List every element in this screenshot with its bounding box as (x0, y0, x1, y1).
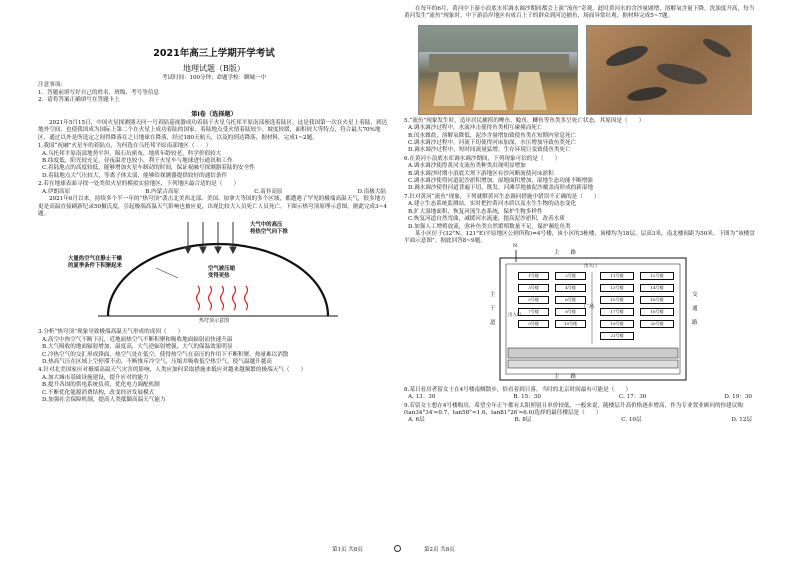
question-7: 7.针对黄河“流鱼”现象，下列就解黄河生态调问措施中错误不正确的是（ ） (404, 193, 600, 200)
diagram-label-top: 大气中的高压 将热空气向下推 (250, 222, 288, 236)
road-bottom: 主 路 (554, 373, 577, 380)
dome-arc (108, 244, 328, 316)
question-8: 8.某日看房者留女士在4号楼南侧散步，恰看着到日落，当时的北京时间最有可能是（ ） (404, 386, 632, 393)
question-1: 1.我国“祝融”火星车的着陆点，为何选在乌托邦平原南部地区（ ） (38, 143, 212, 150)
option: A.高空中热空气不断下沉，近地面热空气不断积聚和吸收地面辐射而快速升温 (42, 336, 233, 343)
option: B.提升各国的供电系统负荷，优化电力调配机制 (42, 382, 160, 389)
building: 4号楼 (555, 284, 586, 292)
building: 2号楼 (555, 272, 586, 280)
option: C.不断优化能源消费结构，改变经济发展模式 (42, 389, 155, 396)
dam-photo (418, 25, 578, 115)
building: 5号楼 (518, 296, 549, 304)
option: B.调水调沙时期小浪底大坝下游地区有沙河断流使河床淤积 (408, 170, 554, 177)
option: A. 6层 (408, 417, 425, 424)
exam-title: 2021年高三上学期开学考试 (153, 48, 275, 59)
building: 14号楼 (640, 284, 674, 292)
question-6: 6.在黄河小浪底水库调水调沙期间，下列现象可信的是（ ） (404, 155, 561, 162)
down-arrows (185, 222, 236, 253)
option: D.加强人工增殖放流，弥补鱼类自然繁殖数量不足，保护濒危鱼类 (408, 223, 571, 230)
entrance-label: 出入口 (508, 312, 522, 318)
building: 19号楼 (600, 320, 634, 328)
building: 16号楼 (640, 296, 674, 304)
passage-1: 2021年5月15日，中国火星探测器天问一号着陆巡视器成功着陆于火星乌托邦平原南部预选着陆区，这是我国第一次在火星上着陆，到达地外空间，也使我国成为国际上第二个在火星上成功着陆的国家。着陆地点受火情着陆较少、坡度较缓，面积较大等特点，符合最大70%地区，通过以外是所选定之间得降落在之日地球在降落，经过180天航天，以及的到达降落，据材料，完成1~2题。 (38, 120, 388, 141)
option: C.调水调沙过程中，河流下切使得河床加深，水压增加导致鱼类死亡 (408, 140, 577, 147)
option: C. 17：30 (618, 394, 647, 401)
building-grid-right (600, 272, 674, 340)
north-label: N (513, 242, 518, 249)
option: A.乌托邦平原南部地势平坦，陨石坑密布，地质年龄较老，科学价值较大 (42, 150, 222, 157)
building: 10号楼 (555, 320, 586, 328)
building: 6号楼 (555, 296, 586, 304)
option: D.着陆地点大气压较大，等离子体太弱，能够给探测器提供较好的通信条件 (42, 172, 228, 179)
fish-photo (586, 25, 752, 115)
left-page (38, 6, 390, 404)
plaza-label: 广场 (584, 303, 595, 310)
dam-photo-svg (419, 26, 577, 114)
question-3: 3.分析“热穹顶”现象导致极端高温天气形成的成因（ ） (38, 329, 184, 336)
option: D.调水调沙过程中，短时间流量猛增，生存环境巨变致使鱼类死亡 (408, 147, 571, 154)
diagram-caption: 热穹顶示意图 (198, 318, 229, 325)
option: B.大气吸收的地面辐射增加，温度高，大气逆辐射增强，大气的保温效果明显 (42, 344, 233, 351)
exam-meta: 考试时间：100分钟；命题学校：聊城一中 (162, 75, 266, 81)
options-row (38, 189, 390, 196)
building: 12号楼 (640, 272, 674, 280)
exam-subtitle: 地理试题（B版） (183, 64, 245, 73)
option: D.加强社会保障机制，提高人类抵御高温天气能力 (42, 396, 166, 403)
option: B. 15：30 (513, 394, 541, 401)
building: 18号楼 (640, 308, 674, 316)
heat-waves (197, 286, 248, 310)
building: 9号楼 (518, 320, 549, 328)
road-left: 主干道 (490, 291, 496, 326)
entrance-label: 出入口 (584, 263, 598, 269)
passage-4: 某小区位于(32°N，121°E)平原地区公则所称)=4号楼，该小区的3栋楼，该楼均为18层，层高3米，南北楼间距为50米。下图为“该楼盘平面示意图”。据此回答8~9题。 (404, 230, 755, 245)
road-top: 主 路 (554, 249, 577, 256)
passage-3: 在每年的6月，黄河中下游小浪底水库调水调沙期间都会上演“流鱼”奇观，此时黄河水的含沙量剧增，溶解氧含量下降，洗浊度升高，每当黄河发生“流鱼”现象时，中下游沿岸地区有成百上千的群众到河边捕鱼，场面异常壮观。据材料完成5~7题。 (404, 6, 755, 20)
option: A.加大城市基础设施建设，提升应对的能力 (42, 374, 149, 381)
hatched-strip (508, 360, 678, 368)
option: D.热高气压在区域上空停滞不动，不断推斥冷空气，压缩并吸收低空热空气，使气温越升越高 (42, 358, 272, 365)
building: 15号楼 (600, 296, 634, 304)
option: D. 19：30 (724, 394, 752, 401)
option: B.闰水做盐，溶解氧降低，泥沙含量增加致使鱼类在短期内窒息死亡 (408, 132, 577, 139)
notice-item: 2．请将答案正确填写在答题卡上 (38, 97, 120, 104)
option: C. 10层 (621, 417, 642, 424)
option: C.恢复河道自然弯曲，减缓河水流速，提高泥沙淤积，改善水质 (408, 216, 565, 223)
question-5: 5.“流鱼”现象发生时，造岸居民捕捞的鲤鱼、鲶鱼、鲫鱼等鱼类多呈死亡状态，其原因是（ ） (404, 117, 645, 124)
notice-item: 1．答题前填写好自己的姓名、班级、考号等信息 (38, 89, 160, 96)
building: 11号楼 (600, 272, 634, 280)
option: C.南非高原 (254, 188, 283, 195)
notice-heading: 注意事项： (38, 82, 66, 89)
option: D. 12层 (731, 417, 752, 424)
road-right: 交通路 (692, 291, 698, 326)
binding-mark (394, 545, 401, 552)
section-heading: 第Ⅰ卷（选择题） (191, 110, 237, 118)
question-9: 9.若留女士想在4号楼购房，希望全年正午都有太阳照射且单价较低，一般来说，随楼层升高价格逐步增高，作为专业置业顾问的你建议购(tan34°34′≈0.7，tan58°≈1.6，tan81°26′≈6.6)选择的最佳楼层是（ ） (404, 402, 743, 416)
pointer-line (156, 268, 178, 278)
option: A. 13：30 (408, 394, 436, 401)
building: 3号楼 (518, 284, 549, 292)
question-2: 2.若在地球表面寻找一处类似火星的模拟实验地区，下列地区最合适的是（ ） (38, 181, 240, 188)
building-grid-left (518, 272, 586, 328)
hatched-strip (508, 348, 678, 358)
page-number-left: 第1页 共8页 (332, 547, 363, 553)
question-4: 4.针对北美国家应对极端高温天气灾害的影响，人类应加何采取措施来抵应对越来越频繁的极端天气（ ） (38, 367, 307, 374)
option: B.扩大湿地面积，恢复河流生态系统，保护生物多样性 (408, 208, 543, 215)
option: B.内蒙古高原 (145, 188, 180, 195)
building: 17号楼 (600, 308, 634, 316)
options-row (404, 417, 756, 424)
site-plan (404, 242, 756, 386)
options-row (404, 394, 756, 401)
option: A.调水调沙使得黄河支流鱼类种类出现明显增加 (408, 163, 526, 170)
option: D.调水调沙使得河道普遍下切，既发，河滩草地被泥沙覆盖而形成的新湿地 (408, 185, 594, 192)
option: C.冷热空气的交汇形成锋面，热空气处在低空，使得热空气在高压的作用下不断积聚，热量难以消散 (42, 351, 289, 358)
option: C.着陆地点的高度较低，能够增加火星车制动的时间，保证祝融号探测器着陆的安全性 (42, 165, 255, 172)
building: 13号楼 (600, 284, 634, 292)
diagram-label-inner: 空气被压缩 变得更热 (208, 266, 235, 280)
option: C.调水调沙使得河道泥沙淤积增加，湿地面积增加，湿地生态功能不断增强 (408, 178, 593, 185)
page-number-right: 第2页 共8页 (424, 547, 455, 553)
option: B.纬度低，阳光较充足，昼夜温差也较小，利于火星车与地球进行通讯和工作 (42, 158, 233, 165)
photo-row (404, 21, 756, 117)
building: 1号楼 (518, 272, 549, 280)
passage-2: 2021年6月以来，持续多个半一年的“热穹顶”袭击北美西北部、美国、加拿大等国的多个区域，都遭遇了罕见的极端高温天气，很多地方更是高温直接刷新纪录50摄氏度，引起极端高温天气影响也被应更，出现比较大人员死亡人员死亡。下图示热穹顶原理示意图，据此完成3~4题。 (38, 196, 387, 217)
option: B. 8层 (514, 417, 532, 424)
building: 20号楼 (640, 320, 674, 328)
building: 8号楼 (555, 308, 586, 316)
heat-dome-diagram (38, 220, 390, 328)
fish-photo-svg (587, 26, 751, 114)
option: D.南极大陆 (357, 188, 386, 195)
option: A.伊朗高原 (42, 188, 71, 195)
building: 21号楼 (600, 332, 634, 340)
option: A.建立生态系统监测站，实时把控黄河水质以及水生生物的动态变化 (408, 201, 577, 208)
diagram-label-left: 大量热空气在静止干燥 的夏季条件下积聚起来 (68, 256, 122, 270)
option: A.调水调沙过程中，水流冲击使得鱼类相互碰撞而死亡 (408, 125, 543, 132)
building: 7号楼 (518, 308, 549, 316)
right-page (404, 6, 756, 425)
